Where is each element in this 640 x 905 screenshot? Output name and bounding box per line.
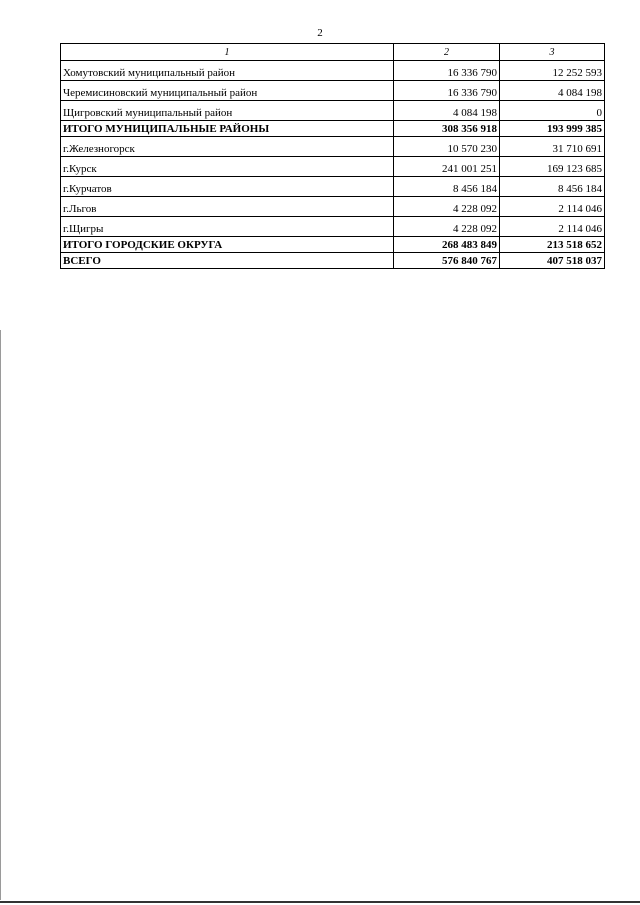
column-number-3: 3: [500, 44, 605, 61]
row-value-col3: 213 518 652: [500, 237, 605, 253]
row-value-col3: 8 456 184: [500, 177, 605, 197]
row-name: ИТОГО ГОРОДСКИЕ ОКРУГА: [61, 237, 394, 253]
row-name: Черемисиновский муниципальный район: [61, 81, 394, 101]
row-name: г.Курск: [61, 157, 394, 177]
row-value-col3: 31 710 691: [500, 137, 605, 157]
row-value-col2: 16 336 790: [394, 61, 500, 81]
row-value-col2: 10 570 230: [394, 137, 500, 157]
table-row: [61, 177, 605, 197]
row-name: г.Курчатов: [61, 177, 394, 197]
row-name: ИТОГО МУНИЦИПАЛЬНЫЕ РАЙОНЫ: [61, 121, 394, 137]
table-row: [61, 137, 605, 157]
table-row: [61, 81, 605, 101]
row-value-col2: 4 084 198: [394, 101, 500, 121]
subtotal-row-city-districts: [61, 237, 605, 253]
row-value-col2: 4 228 092: [394, 197, 500, 217]
row-value-col2: 308 356 918: [394, 121, 500, 137]
row-value-col2: 576 840 767: [394, 253, 500, 269]
row-value-col3: 2 114 046: [500, 197, 605, 217]
row-value-col3: 169 123 685: [500, 157, 605, 177]
page-number: 2: [317, 27, 323, 39]
row-value-col3: 2 114 046: [500, 217, 605, 237]
column-number-1: 1: [61, 44, 394, 61]
row-value-col2: 241 001 251: [394, 157, 500, 177]
scan-bottom-edge-line: [0, 901, 640, 903]
row-value-col2: 4 228 092: [394, 217, 500, 237]
row-name: ВСЕГО: [61, 253, 394, 269]
table-row: [61, 217, 605, 237]
row-name: г.Железногорск: [61, 137, 394, 157]
row-name: Хомутовский муниципальный район: [61, 61, 394, 81]
row-value-col2: 8 456 184: [394, 177, 500, 197]
table-header-row: [61, 44, 605, 61]
column-number-2: 2: [394, 44, 500, 61]
scan-left-edge-line: [0, 330, 1, 900]
row-value-col3: 12 252 593: [500, 61, 605, 81]
row-value-col2: 268 483 849: [394, 237, 500, 253]
row-value-col3: 193 999 385: [500, 121, 605, 137]
row-value-col3: 4 084 198: [500, 81, 605, 101]
row-value-col2: 16 336 790: [394, 81, 500, 101]
table-row: [61, 61, 605, 81]
table-row: [61, 101, 605, 121]
row-name: Щигровский муниципальный район: [61, 101, 394, 121]
subtotal-row-municipal-districts: [61, 121, 605, 137]
allocation-table: [60, 43, 605, 269]
table-row: [61, 157, 605, 177]
row-name: г.Щигры: [61, 217, 394, 237]
row-value-col3: 0: [500, 101, 605, 121]
row-value-col3: 407 518 037: [500, 253, 605, 269]
table-row: [61, 197, 605, 217]
grand-total-row: [61, 253, 605, 269]
row-name: г.Льгов: [61, 197, 394, 217]
